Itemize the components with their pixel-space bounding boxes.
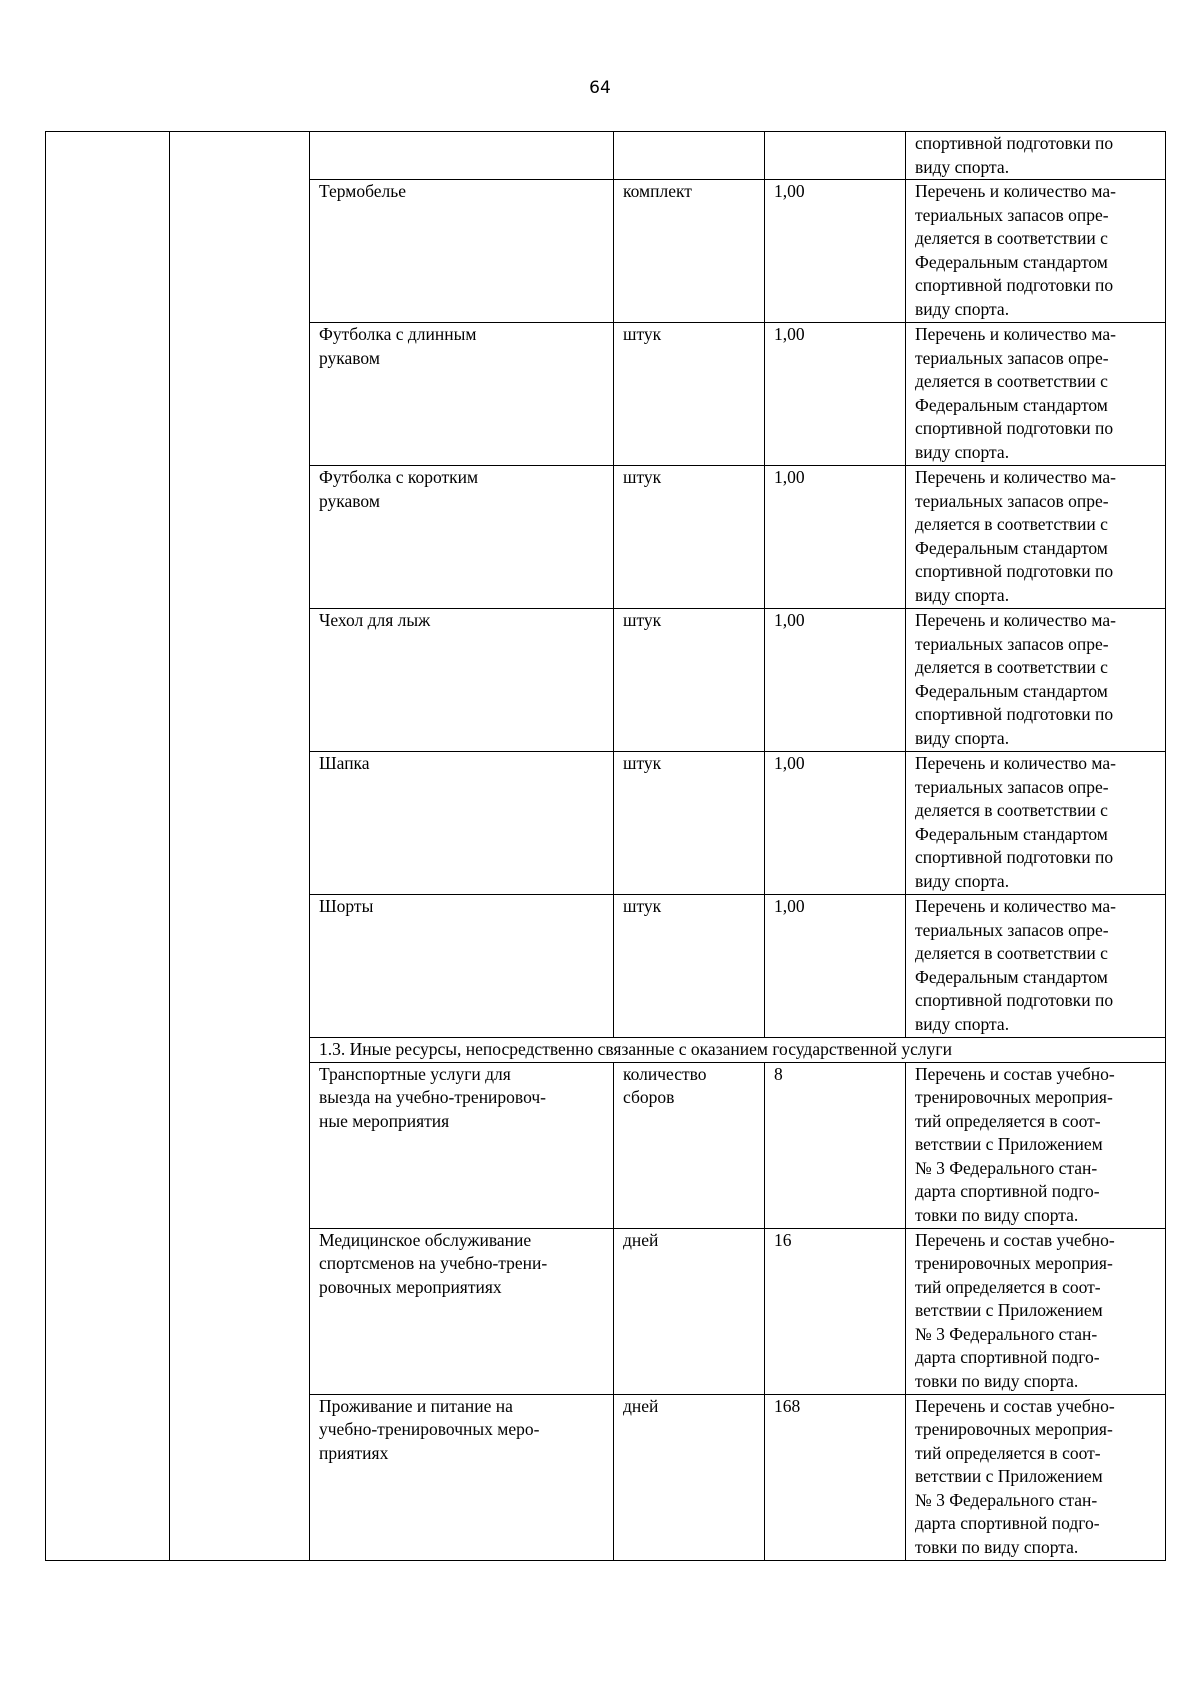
section-heading: 1.3. Иные ресурсы, непосредственно связанные с оказанием государственной услуги [310, 1038, 1166, 1063]
unit-cell [614, 609, 765, 752]
table-row-continued [46, 132, 1166, 180]
cell-line: тренировочных мероприя- [915, 1419, 1113, 1439]
quantity-cell [765, 466, 906, 609]
cell-line: териальных запасов опре- [915, 919, 1109, 940]
cell-line: Перечень и количество ма- [915, 467, 1116, 487]
note-cell [906, 1228, 1166, 1394]
quantity-value: 1,00 [774, 181, 805, 201]
cell-line: виду спорта. [915, 441, 1010, 462]
item-name-cell [310, 323, 614, 466]
cell-line: № 3 Федерального стан- [915, 1157, 1098, 1178]
table-body [46, 132, 1166, 1561]
cell-line: деляется в соответствии с [915, 657, 1108, 677]
cell-line: тренировочных мероприя- [915, 1087, 1113, 1107]
unit-cell [614, 132, 765, 180]
cell-line: количество [623, 1063, 707, 1084]
note-line: спортивной подготовки по [915, 133, 1114, 153]
item-name-cell [310, 1062, 614, 1228]
note-cell [906, 180, 1166, 323]
cell-line: териальных запасов опре- [915, 633, 1109, 654]
item-name-cell [310, 609, 614, 752]
cell-line: деляется в соответствии с [915, 800, 1108, 820]
cell-line: виду спорта. [915, 584, 1010, 605]
cell-line: деляется в соответствии с [915, 514, 1108, 534]
cell-line: Транспортные услуги для [319, 1063, 511, 1084]
note-cell [906, 895, 1166, 1038]
item-name-cell [310, 1394, 614, 1560]
cell-line: виду спорта. [915, 870, 1010, 891]
resources-table [45, 131, 1166, 1561]
column-2-empty-cell [170, 132, 310, 1561]
cell-line: деляется в соответствии с [915, 371, 1108, 391]
cell-line: товки по виду спорта. [915, 1204, 1079, 1225]
cell-line: Проживание и питание на [319, 1395, 513, 1416]
quantity-value: 1,00 [774, 753, 805, 773]
quantity-value: 1,00 [774, 324, 805, 344]
unit-cell [614, 752, 765, 895]
cell-line: Федеральным стандартом [915, 537, 1108, 558]
cell-line: Перечень и количество ма- [915, 753, 1116, 773]
cell-line: дарта спортивной подго- [915, 1347, 1100, 1367]
note-cell [906, 323, 1166, 466]
cell-line: рукавом [319, 347, 380, 368]
cell-line: тий определяется в соот- [915, 1276, 1101, 1297]
quantity-cell [765, 132, 906, 180]
cell-line: Перечень и количество ма- [915, 896, 1116, 916]
cell-line: спортивной подготовки по [915, 847, 1114, 867]
item-name-cell [310, 180, 614, 323]
quantity-cell [765, 323, 906, 466]
cell-line: виду спорта. [915, 1013, 1010, 1034]
quantity-value: 1,00 [774, 896, 805, 916]
quantity-cell [765, 1228, 906, 1394]
cell-line: деляется в соответствии с [915, 943, 1108, 963]
unit-cell [614, 1062, 765, 1228]
note-cell [906, 1062, 1166, 1228]
cell-line: учебно-тренировочных меро- [319, 1419, 540, 1439]
cell-line: спортивной подготовки по [915, 704, 1114, 724]
quantity-value: 1,00 [774, 467, 805, 487]
cell-line: штук [623, 610, 662, 630]
cell-line: ветствии с Приложением [915, 1466, 1103, 1486]
unit-cell [614, 1394, 765, 1560]
cell-line: Чехол для лыж [319, 610, 431, 630]
cell-line: выезда на учебно-тренировоч- [319, 1087, 546, 1107]
cell-line: Перечень и состав учебно- [915, 1063, 1115, 1084]
cell-line: дарта спортивной подго- [915, 1181, 1100, 1201]
cell-line: виду спорта. [915, 727, 1010, 748]
quantity-cell [765, 895, 906, 1038]
cell-line: Термобелье [319, 181, 407, 201]
cell-line: № 3 Федерального стан- [915, 1323, 1098, 1344]
cell-line: териальных запасов опре- [915, 204, 1109, 225]
cell-line: приятиях [319, 1442, 389, 1463]
cell-line: териальных запасов опре- [915, 490, 1109, 511]
note-cell [906, 609, 1166, 752]
cell-line: ветствии с Приложением [915, 1300, 1103, 1320]
cell-line: дней [623, 1229, 659, 1250]
cell-line: Медицинское обслуживание [319, 1229, 532, 1250]
cell-line: рукавом [319, 490, 380, 511]
cell-line: Федеральным стандартом [915, 823, 1108, 844]
quantity-cell [765, 1394, 906, 1560]
cell-line: спортсменов на учебно-трени- [319, 1253, 548, 1273]
cell-line: тий определяется в соот- [915, 1442, 1101, 1463]
cell-line: спортивной подготовки по [915, 275, 1114, 295]
item-name-cell [310, 132, 614, 180]
quantity-cell [765, 1062, 906, 1228]
cell-line: дней [623, 1395, 659, 1416]
quantity-cell [765, 180, 906, 323]
cell-line: Федеральным стандартом [915, 251, 1108, 272]
column-1-empty-cell [46, 132, 170, 1561]
cell-line: Федеральным стандартом [915, 966, 1108, 987]
unit-cell [614, 895, 765, 1038]
cell-line: № 3 Федерального стан- [915, 1489, 1098, 1510]
cell-line: териальных запасов опре- [915, 776, 1109, 797]
cell-line: сборов [623, 1087, 675, 1107]
note-cell [906, 132, 1166, 180]
cell-line: штук [623, 753, 662, 773]
cell-line: товки по виду спорта. [915, 1370, 1079, 1391]
cell-line: Шорты [319, 896, 374, 916]
cell-line: тий определяется в соот- [915, 1110, 1101, 1131]
cell-line: Перечень и количество ма- [915, 610, 1116, 630]
cell-line: дарта спортивной подго- [915, 1513, 1100, 1533]
cell-line: Перечень и состав учебно- [915, 1395, 1115, 1416]
unit-cell [614, 1228, 765, 1394]
cell-line: териальных запасов опре- [915, 347, 1109, 368]
cell-line: спортивной подготовки по [915, 561, 1114, 581]
cell-line: Федеральным стандартом [915, 680, 1108, 701]
cell-line: Шапка [319, 753, 370, 773]
cell-line: Футболка с длинным [319, 324, 477, 344]
cell-line: деляется в соответствии с [915, 228, 1108, 248]
unit-cell [614, 466, 765, 609]
quantity-cell [765, 752, 906, 895]
cell-line: ровочных мероприятиях [319, 1276, 502, 1297]
cell-line: Перечень и количество ма- [915, 324, 1116, 344]
quantity-value: 16 [774, 1229, 792, 1250]
item-name-cell [310, 466, 614, 609]
note-cell [906, 466, 1166, 609]
item-name-cell [310, 752, 614, 895]
item-name-cell [310, 895, 614, 1038]
cell-line: Федеральным стандартом [915, 394, 1108, 415]
cell-line: штук [623, 467, 662, 487]
cell-line: штук [623, 324, 662, 344]
cell-line: Футболка с коротким [319, 467, 479, 487]
quantity-cell [765, 609, 906, 752]
cell-line: штук [623, 896, 662, 916]
note-cell [906, 1394, 1166, 1560]
cell-line: спортивной подготовки по [915, 990, 1114, 1010]
quantity-value: 168 [774, 1395, 801, 1416]
cell-line: тренировочных мероприя- [915, 1253, 1113, 1273]
note-cell [906, 752, 1166, 895]
cell-line: ветствии с Приложением [915, 1134, 1103, 1154]
cell-line: комплект [623, 181, 692, 201]
cell-line: ные мероприятия [319, 1110, 450, 1131]
cell-line: товки по виду спорта. [915, 1536, 1079, 1557]
item-name-cell [310, 1228, 614, 1394]
cell-line: виду спорта. [915, 298, 1010, 319]
cell-line: спортивной подготовки по [915, 418, 1114, 438]
unit-cell [614, 323, 765, 466]
note-line: виду спорта. [915, 156, 1010, 177]
unit-cell [614, 180, 765, 323]
cell-line: Перечень и состав учебно- [915, 1229, 1115, 1250]
page-number: 64 [589, 78, 611, 98]
cell-line: Перечень и количество ма- [915, 181, 1116, 201]
quantity-value: 1,00 [774, 610, 805, 630]
quantity-value: 8 [774, 1063, 783, 1084]
